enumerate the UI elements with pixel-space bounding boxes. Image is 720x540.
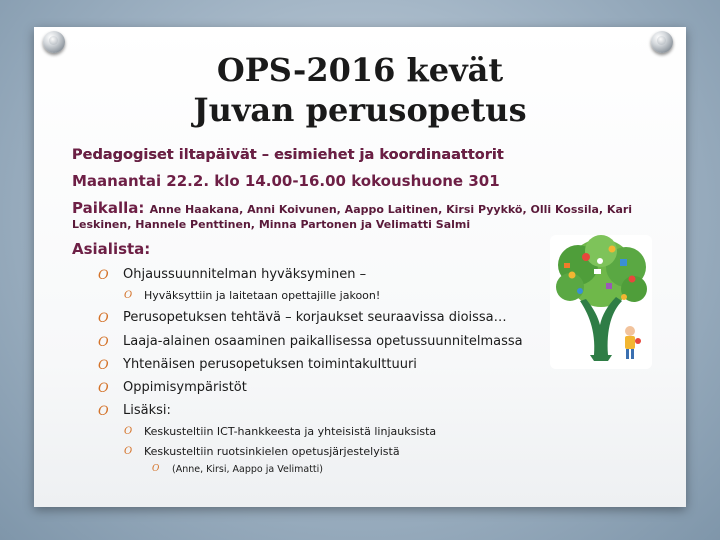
bullet-marker: O (98, 404, 109, 419)
slide-subtitle: Juvan perusopetus (193, 91, 527, 129)
bullet-marker: O (124, 446, 133, 457)
bullet-marker: O (98, 381, 109, 396)
bullet-marker: O (98, 268, 109, 283)
agenda-subitem-text: Hyväksyttiin ja laitetaan opettajille jakoon! (144, 289, 381, 302)
attendees-names: Anne Haakana, Anni Koivunen, Aappo Laitinen, Kirsi Pyykkö, Olli Kossila, Kari (149, 203, 633, 216)
agenda-item-text: Ohjaussuunnitelman hyväksyminen – (123, 267, 367, 282)
agenda-subitem-text: Keskusteltiin ruotsinkielen opetusjärjestelyistä (144, 445, 400, 458)
agenda-item-text: Lisäksi: (123, 403, 171, 418)
knowledge-tree-illustration (550, 235, 652, 369)
attendees-line (72, 199, 632, 217)
agenda-label: Asialista: (72, 240, 151, 258)
agenda-item-text: Laaja-alainen osaaminen paikallisessa opetussuunnitelmassa (123, 334, 523, 349)
slide-title: OPS-2016 kevät (216, 51, 504, 89)
meeting-time: Maanantai 22.2. klo 14.00-16.00 kokoushuone 301 (72, 172, 500, 190)
bullet-marker: O (98, 358, 109, 373)
agenda-subsubitem-text: (Anne, Kirsi, Aappo ja Velimatti) (172, 464, 323, 475)
bullet-marker: O (98, 311, 109, 326)
bullet-marker: O (152, 464, 160, 474)
attendees-names-cont: Leskinen, Hannele Penttinen, Minna Partonen ja Velimatti Salmi (72, 218, 471, 231)
bullet-marker: O (124, 426, 133, 437)
bullet-marker: O (98, 335, 109, 350)
bullet-marker: O (124, 290, 133, 301)
agenda-item-text: Yhtenäisen perusopetuksen toimintakulttuuri (123, 357, 417, 372)
agenda-subitem-text: Keskusteltiin ICT-hankkeesta ja yhteisistä linjauksista (144, 425, 437, 438)
attendees-label: Paikalla: (72, 199, 145, 217)
event-heading: Pedagogiset iltapäivät – esimiehet ja koordinaattorit (72, 147, 504, 163)
agenda-item-text: Oppimisympäristöt (123, 380, 247, 395)
agenda-item-text: Perusopetuksen tehtävä – korjaukset seuraavissa dioissa… (123, 310, 507, 325)
